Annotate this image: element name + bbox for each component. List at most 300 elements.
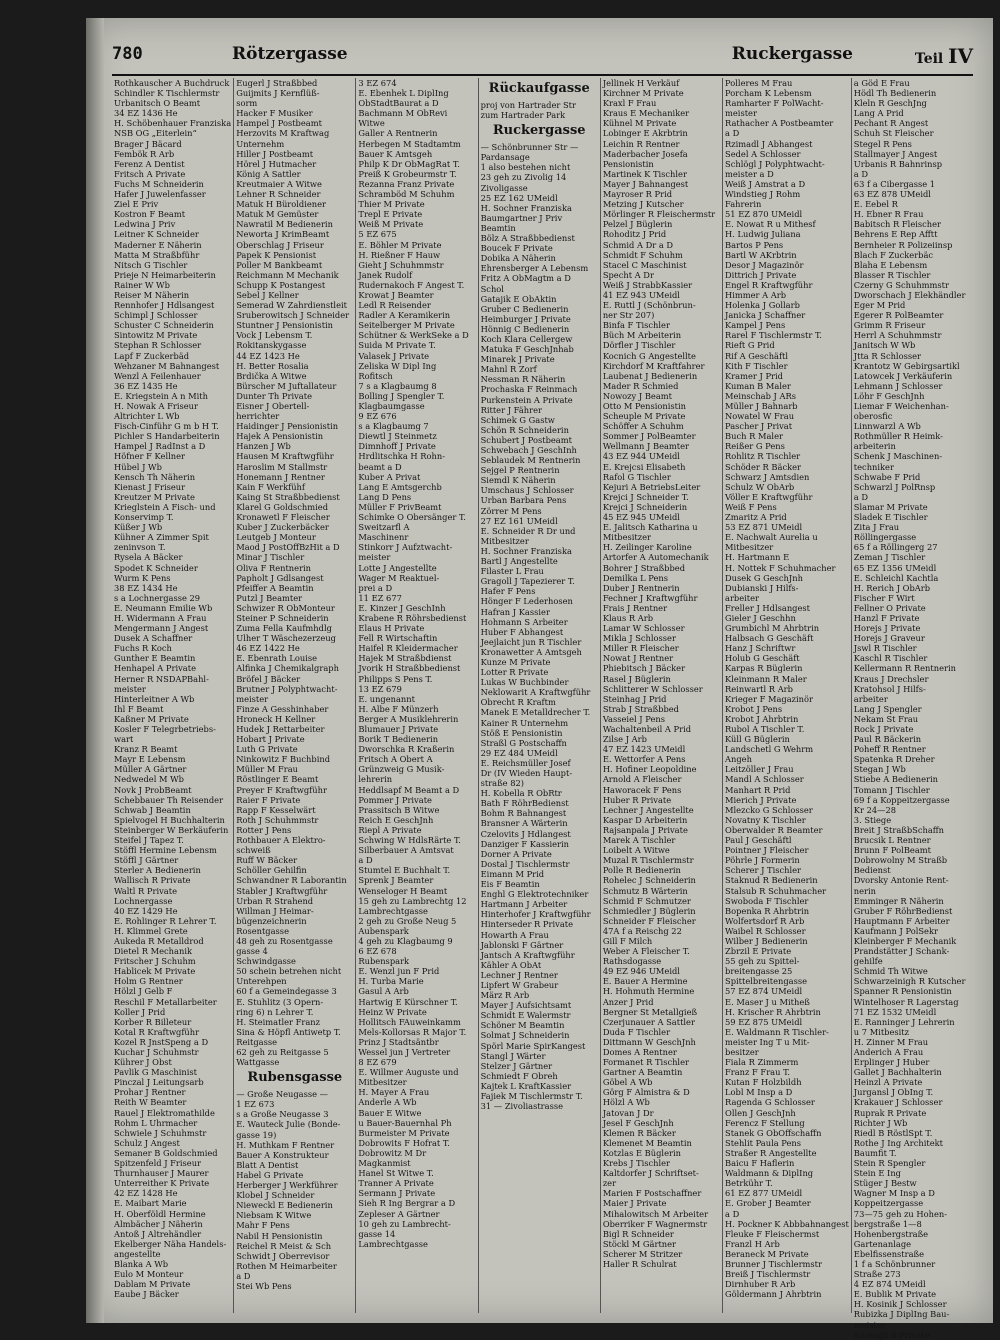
- directory-entry: Weiß F Pens: [725, 501, 777, 512]
- directory-entry: 45 EZ 945 UMeidl: [602, 512, 680, 523]
- directory-entry: 11 EZ 677: [358, 592, 402, 603]
- directory-entry: breitengasse 25: [725, 966, 793, 977]
- directory-entry: Krebs J Tischler: [602, 1158, 671, 1169]
- directory-entry: Lang E Amtsgerchb: [358, 481, 442, 492]
- directory-entry: Kutan F Holzbildh: [725, 1077, 802, 1088]
- directory-entry: Raier F Private: [236, 794, 301, 805]
- directory-entry: Kocnich G Angestellte: [602, 350, 696, 361]
- directory-entry: Behrens E Rep Afftt: [853, 229, 938, 240]
- directory-entry: Krakauer J Schlosser: [853, 1097, 943, 1108]
- directory-entry: Stöß E Pensionistin: [480, 727, 563, 738]
- directory-entry: Haworacek F Pens: [602, 784, 682, 795]
- directory-entry: Stephan R Schlosser: [114, 340, 202, 351]
- directory-entry: Dörfler J Tischler: [602, 340, 676, 351]
- directory-entry: E. Kinzer J GeschInh: [358, 602, 446, 613]
- directory-entry: E. Eebel R: [853, 199, 898, 210]
- directory-entry: Straße 273: [853, 1269, 901, 1280]
- directory-entry: Luth G Private: [236, 744, 298, 755]
- directory-entry: E. Grober J Beamter: [725, 1198, 811, 1209]
- directory-entry: Semaner B Goldschmied: [114, 1147, 218, 1158]
- directory-entry: Buch R Maler: [725, 431, 783, 442]
- directory-entry: Urbanitsch O Beamt: [114, 98, 201, 109]
- directory-entry: Kraus E Mechaniker: [602, 108, 690, 119]
- directory-entry: Loibelt A Witwe: [602, 845, 670, 856]
- directory-entry: 43 EZ 944 UMeidl: [602, 451, 680, 462]
- directory-entry: Kostron F Beamt: [114, 209, 186, 220]
- directory-entry: E. Maser J u Mitheß: [725, 996, 810, 1007]
- directory-entry: Zmaritz A Prid: [725, 512, 787, 523]
- directory-entry: 1 also bestehen nicht: [480, 162, 571, 173]
- directory-entry: Bartl W AKrbtrin: [725, 249, 797, 260]
- directory-entry: Silberbauer A Amtsvat: [358, 845, 454, 856]
- directory-entry: Jurgansl J ObIng T.: [853, 1087, 934, 1098]
- directory-entry: 59 EZ 875 UMeidl: [725, 1016, 803, 1027]
- directory-entry: Schwarz J Amtsdien: [725, 471, 810, 482]
- directory-entry: Paul R Bäckerin: [853, 734, 922, 745]
- directory-entry: Rohoditz J Prid: [602, 229, 667, 240]
- directory-entry: Leutgeb J Monteur: [236, 532, 316, 543]
- directory-entry: Grimm R Friseur: [853, 320, 926, 331]
- directory-entry: Schramböd M Schuhm: [358, 189, 455, 200]
- directory-entry: Rock J Private: [853, 724, 914, 734]
- directory-entry: Heinzl A Private: [853, 1077, 923, 1088]
- directory-entry: Klemenet M Beamtin: [602, 1137, 692, 1148]
- directory-entry: Kaspar D Arbeiterin: [602, 814, 688, 825]
- directory-page: [88, 18, 993, 1340]
- directory-entry: Ledwina J Priv: [114, 219, 176, 230]
- directory-entry: Klobel J Schneider: [236, 1190, 315, 1201]
- directory-entry: Kirchdorf M Kraftfahrer: [602, 360, 705, 371]
- directory-entry: Urban Barbara Pens: [480, 495, 567, 506]
- directory-entry: E. Schneider R Dr und: [480, 525, 576, 536]
- directory-entry: Hohmann S Arbeiter: [480, 616, 568, 627]
- directory-entry: Reichmann M Mechanik: [236, 269, 339, 280]
- directory-entry: Rohlitz R Tischler: [725, 451, 801, 462]
- directory-entry: König A Sattler: [236, 168, 301, 179]
- directory-entry: Altrichter L Wb: [114, 411, 180, 422]
- directory-entry: Kotzlas E Büglerin: [602, 1147, 681, 1158]
- directory-entry: Eaube J Bäcker: [114, 1289, 179, 1300]
- directory-entry: Jatovan J Dr: [602, 1107, 654, 1118]
- directory-entry: Matta M Straßbführ: [114, 249, 200, 260]
- directory-entry: Sina & Höpfl Antiwetp T.: [236, 1026, 341, 1037]
- directory-entry: Matuk H Büroldiener: [236, 199, 327, 210]
- directory-entry: Stöckl M Gärtner: [602, 1238, 677, 1249]
- directory-entry: Sejgel P Rentnerin: [480, 465, 560, 476]
- directory-entry: 61 EZ 877 UMeidl: [725, 1188, 803, 1199]
- directory-entry: Korber R Billeteur: [114, 1016, 192, 1027]
- directory-entry: Löhr F GeschJnh: [853, 390, 925, 401]
- directory-entry: Reith W Beamter: [114, 1097, 187, 1108]
- directory-entry: Fisch-Cinführ G m b H T.: [114, 421, 219, 432]
- directory-entry: Stallmayer J Angest: [853, 148, 938, 159]
- directory-entry: Windstieg J Rohm: [725, 189, 801, 200]
- directory-entry: 1 f a Schönbrunner: [853, 1258, 936, 1269]
- directory-entry: Antoß J Altrehändler: [114, 1228, 202, 1239]
- directory-entry: Nessman R Näherin: [480, 374, 566, 385]
- directory-entry: Stumtel E Buchhalt T.: [358, 865, 451, 876]
- directory-entry: Anderle A Wb: [358, 1097, 417, 1108]
- directory-entry: Enghl G Elektrotechniker: [480, 889, 589, 900]
- directory-entry: 47A f a Reischg 22: [602, 925, 682, 936]
- directory-entry: E. Maibart Marie: [114, 1198, 187, 1209]
- directory-entry: Schmid F Schmutzer: [602, 895, 691, 906]
- directory-entry: Arnold A Fleischer: [602, 774, 682, 785]
- directory-entry: zum Hartrader Park: [480, 110, 566, 121]
- directory-entry: Borik T Bedienerin: [358, 734, 439, 745]
- directory-entry: meister: [853, 1319, 886, 1330]
- directory-entry: H. Better Rosalia: [236, 360, 309, 371]
- directory-entry: Kranz R Beamt: [114, 744, 178, 755]
- directory-entry: Boucek F Private: [480, 243, 553, 254]
- directory-entry: Sladek E Tischler: [853, 512, 928, 523]
- directory-entry: Urban R Strahend: [236, 895, 314, 906]
- directory-entry: Breiß J Tischlermstr: [725, 1269, 811, 1280]
- directory-entry: Martinek K Tischler: [602, 168, 687, 179]
- directory-entry: Slamar M Private: [853, 501, 928, 512]
- directory-entry: Kotal R Kraftwgführ: [114, 1026, 200, 1037]
- directory-entry: Bohrer J Straßbbed: [602, 562, 686, 573]
- directory-entry: Schmiedt F Obreh: [480, 1070, 558, 1081]
- directory-entry: Muzal R Tischlermstr: [602, 855, 694, 866]
- directory-entry: arbeiter: [853, 693, 888, 704]
- directory-entry: Dobrowolny M Straßb: [853, 855, 948, 866]
- directory-entry: Habel G Private: [236, 1169, 304, 1180]
- directory-entry: Eimann M Prid: [480, 868, 545, 879]
- directory-entry: 41 EZ 943 UMeidl: [602, 289, 680, 300]
- directory-entry: Czelovits J Hdlangest: [480, 828, 571, 839]
- directory-entry: E. Wettorfer A Pens: [602, 754, 686, 765]
- directory-entry: 42 EZ 1428 He: [114, 1188, 178, 1199]
- directory-entry: Herrl A Schuhmmstr: [853, 330, 942, 341]
- directory-entry: Prieje N Heimarbeiterin: [114, 269, 216, 280]
- directory-entry: Danziger F Kassierin: [480, 838, 569, 849]
- directory-entry: Lehner R Schneider: [236, 189, 321, 200]
- directory-entry: H. Zeilinger Karoline: [602, 542, 692, 553]
- directory-entry: Hübel J Wb: [114, 461, 162, 472]
- directory-entry: Jtta R Schlosser: [853, 350, 921, 361]
- directory-entry: Rezanna Franz Private: [358, 178, 455, 189]
- directory-entry: Schlitterer W Schlosser: [602, 683, 703, 694]
- directory-entry: Lotte J Angestellte: [358, 562, 437, 573]
- directory-entry: Mengermann J Angest: [114, 623, 209, 634]
- directory-entry: Mayer J Bahnangest: [602, 178, 689, 189]
- directory-entry: Neworta J KrimBeamt: [236, 229, 330, 240]
- directory-entry: H. Hofiner Leopoldine: [602, 764, 697, 775]
- directory-entry: Ruprak R Private: [853, 1107, 927, 1118]
- directory-entry: Bölz A Straßbbedienst: [480, 233, 575, 244]
- directory-entry: Kramer J Prid: [725, 370, 783, 381]
- part-label: Teil IV: [914, 44, 973, 68]
- directory-entry: Czerny G Schuhmmstr: [853, 279, 949, 290]
- directory-entry: Küßer J Wb: [114, 522, 163, 533]
- directory-entry: Spittelbreitengasse: [725, 976, 808, 987]
- directory-entry: Dittmann W GeschJnh: [602, 1036, 696, 1047]
- directory-entry: Ehrensberger A Lebensm: [480, 263, 589, 274]
- directory-entry: Gruber C Bedienerin: [480, 303, 569, 314]
- directory-entry: Krejci J Schneiderin: [602, 501, 688, 512]
- directory-entry: Herberger J Werkführer: [236, 1180, 338, 1191]
- directory-entry: Bauer K Amtsgeh: [358, 148, 433, 159]
- directory-entry: bügenzeichnerin: [236, 915, 307, 926]
- directory-entry: Mitbesitzer: [725, 542, 774, 553]
- directory-entry: s a Lochnergasse 29: [114, 592, 201, 603]
- directory-entry: Oberwalder R Beamter: [725, 824, 823, 835]
- directory-entry: Gartner A Beamtin: [602, 1067, 683, 1078]
- directory-entry: Phiebitsch J Bäcker: [602, 663, 686, 674]
- directory-entry: Gieht J Schuhmmstr: [358, 259, 444, 270]
- directory-entry: Hafran J Kassier: [480, 606, 550, 617]
- directory-entry: Diewtl J Steinmetz: [358, 431, 437, 442]
- directory-entry: Rajsanpala J Private: [602, 824, 688, 835]
- directory-entry: Linnwarzl A Wb: [853, 421, 921, 432]
- directory-entry: Huber F Abhangest: [480, 626, 564, 637]
- directory-entry: Maschinenr: [358, 532, 409, 543]
- directory-entry: Schmidt E Walermstr: [480, 1010, 571, 1021]
- directory-entry: Fritscher J Schuhm: [114, 956, 196, 967]
- directory-entry: H. Rießner F Hauw: [358, 249, 441, 260]
- directory-entry: Jantsch A Kraftwgführ: [480, 949, 575, 960]
- directory-entry: Waldmann & DiplIng: [725, 1168, 814, 1179]
- directory-entry: schweiß: [236, 845, 271, 856]
- directory-entry: Lambrechtgasse: [358, 1238, 428, 1249]
- directory-entry: Duda F Tischler: [602, 1026, 671, 1037]
- directory-entry: E. Stuhlitz (3 Opern-: [236, 996, 324, 1007]
- directory-entry: H. Albe F Münzerh: [358, 703, 439, 714]
- directory-entry: Kunze M Private: [480, 656, 551, 667]
- directory-entry: Aubenspark: [358, 925, 409, 936]
- directory-entry: Dostal J Tischlermstr: [480, 858, 570, 869]
- directory-entry: Lobl M Insp a D: [725, 1087, 793, 1098]
- directory-entry: Scheuple M Private: [602, 411, 686, 422]
- directory-entry: meister: [236, 693, 269, 704]
- directory-entry: Hartwig E Kürschner T.: [358, 996, 458, 1007]
- directory-entry: Spodet K Schneider: [114, 562, 198, 573]
- directory-entry: Büch M Arbeiterin: [602, 330, 682, 341]
- directory-entry: Philipps S Pens T.: [358, 673, 433, 684]
- directory-entry: ring 6) n Lehrer T.: [236, 1006, 314, 1017]
- directory-entry: Reichel R Meist & Sch: [236, 1240, 332, 1251]
- directory-entry: Leitner K Schneider: [114, 229, 199, 240]
- directory-entry: Fembök R Arb: [114, 148, 175, 159]
- directory-entry: Sintowitz M Private: [114, 330, 198, 341]
- directory-entry: Anzer J Prid: [602, 996, 654, 1007]
- directory-entry: Pensionistin: [602, 158, 654, 169]
- directory-entry: Sermann J Private: [358, 1188, 436, 1199]
- directory-entry: Nowozy J Beamt: [602, 390, 672, 401]
- directory-entry: Stehlit Paula Pens: [725, 1137, 802, 1148]
- directory-entry: Hanel St Witwe T.: [358, 1168, 434, 1179]
- directory-entry: Steinberger W Berkäuferin: [114, 824, 229, 835]
- directory-entry: Radler A Keramikerin: [358, 310, 451, 321]
- directory-entry: Hacker F Musiker: [236, 108, 313, 119]
- directory-entry: Schöller Gehilfin: [236, 865, 307, 876]
- directory-entry: H. Schöbenhauer Franziska: [114, 118, 232, 129]
- directory-entry: Schmiedler J Büglerin: [602, 905, 696, 916]
- directory-entry: 63 EZ 878 UMeidl: [853, 189, 931, 200]
- directory-entry: lehrerin: [358, 774, 393, 785]
- directory-entry: Polle R Bedienerin: [602, 865, 681, 876]
- directory-entry: Rubol A Tischler T.: [725, 724, 805, 734]
- directory-entry: Krowat J Beamter: [358, 289, 434, 300]
- directory-entry: H. Mayer A Frau: [358, 1087, 430, 1098]
- directory-entry: Papek K Pensionist: [236, 249, 317, 260]
- directory-entry: Lang A Prid: [853, 108, 904, 119]
- directory-entry: Reinwartl R Arb: [725, 683, 793, 694]
- directory-entry: Maod J PostOffBzHit a D: [236, 542, 340, 553]
- directory-entry: Leichin R Rentner: [602, 138, 680, 149]
- directory-entry: H. Oberföldl Hermine: [114, 1208, 206, 1219]
- directory-entry: Weiß M Private: [358, 219, 424, 230]
- directory-entry: Rzimadl J Abhangest: [725, 138, 813, 149]
- directory-entry: Schöner M Beamtin: [480, 1020, 565, 1031]
- directory-entry: Schneider F Fleischer: [602, 915, 696, 926]
- directory-entry: u Bauer-Bauernhal Ph: [358, 1117, 452, 1128]
- directory-entry: 47 EZ 1423 UMeidl: [602, 744, 686, 755]
- directory-entry: Swoboda F Tischler: [725, 895, 809, 906]
- directory-entry: Scherer J Tischler: [725, 865, 802, 876]
- directory-entry: Kähler A ObAt: [480, 959, 542, 970]
- directory-entry: Rif A Geschäftl: [725, 350, 789, 361]
- page-number: 780: [112, 44, 143, 64]
- directory-entry: Lipfert W Grabeur: [480, 979, 559, 990]
- directory-entry: Klaus R Arb: [602, 612, 654, 623]
- directory-entry: Ziel E Priv: [114, 199, 159, 210]
- directory-entry: 13 EZ 679: [358, 683, 402, 694]
- directory-entry: Hanzen J Wb: [236, 441, 291, 452]
- directory-entry: Domes A Rentner: [602, 1047, 677, 1057]
- directory-entry: Göbel A Wb: [602, 1077, 653, 1088]
- directory-entry: Schöffer A Schuhm: [602, 421, 684, 432]
- directory-entry: Haroslim M Stallmstr: [236, 461, 328, 472]
- directory-entry: Schwab J Beamtin: [114, 804, 191, 815]
- directory-entry: Holub G Geschäft: [725, 653, 800, 664]
- directory-entry: Anderich A Frau: [853, 1047, 924, 1057]
- directory-entry: Prohar J Rentner: [114, 1087, 186, 1098]
- directory-entry: Bohm R Bahnangest: [480, 808, 567, 819]
- directory-entry: Schindler K Tischlermstr: [114, 88, 220, 99]
- directory-entry: Hrdlitschka H Rohn-: [358, 451, 446, 462]
- directory-entry: 50 schein betrehen nicht: [236, 966, 342, 977]
- directory-entry: Manek E Metalldrecher T.: [480, 707, 591, 718]
- directory-entry: E. ungenannt: [358, 693, 415, 704]
- directory-entry: arbeiter: [725, 592, 760, 603]
- directory-entry: Wattgasse: [236, 1057, 280, 1068]
- directory-entry: Schwizer R ObMonteur: [236, 602, 335, 613]
- directory-entry: Hinterhofer J Kraftwgführ: [480, 909, 591, 920]
- directory-entry: Röllingergasse: [853, 532, 917, 543]
- directory-entry: E. Ranninger J Lehrerin: [853, 1016, 955, 1027]
- directory-entry: Schmutz B Wärterin: [602, 885, 688, 896]
- directory-entry: Schmid Th Witwe: [853, 966, 928, 977]
- directory-entry: meister a D: [725, 168, 774, 179]
- directory-entry: H. Nottek F Schuhmacher: [725, 562, 836, 573]
- directory-entry: Wagner M Insp a D: [853, 1188, 935, 1199]
- directory-entry: Polleres M Frau: [725, 78, 793, 88]
- street-heading: Rubensgasse: [247, 1070, 343, 1086]
- directory-entry: Meinschab J ARs: [725, 390, 797, 401]
- directory-entry: Betrkühr T.: [725, 1178, 773, 1189]
- directory-entry: Nabil H Pensionistin: [236, 1230, 323, 1241]
- directory-entry: Stalsub R Schuhmacher: [725, 885, 827, 896]
- directory-entry: Pöhrle J Formerin: [725, 855, 800, 866]
- directory-entry: Dusek A Schaffner: [114, 633, 193, 644]
- directory-entry: Niebsam K Witwe: [236, 1210, 312, 1221]
- directory-entry: Stegel R Pens: [853, 138, 912, 149]
- directory-entry: Holm G Rentner: [114, 976, 183, 987]
- directory-entry: Bartl J Angestellte: [480, 556, 558, 567]
- directory-entry: Bopenka R Ahrbtrin: [725, 905, 810, 916]
- directory-entry: 15 geh zu Lambrechtg 12: [358, 895, 467, 906]
- directory-entry: Rubenspark: [358, 956, 410, 967]
- directory-entry: Rosentgasse: [236, 925, 289, 936]
- directory-entry: Röstlinger E Beamt: [236, 774, 319, 785]
- directory-entry: Mayroser R Prid: [602, 189, 673, 200]
- directory-entry: Stein E Ing: [853, 1168, 901, 1179]
- directory-entry: Reich E GeschJnh: [358, 814, 434, 825]
- directory-entry: Hampel J Postbeamt: [236, 118, 322, 129]
- directory-entry: Hobart J Private: [236, 734, 305, 745]
- directory-entry: Laubenat J Bedienerin: [602, 370, 698, 381]
- directory-entry: Maier J Private: [602, 1198, 667, 1209]
- directory-entry: Miller R Fleischer: [602, 643, 679, 654]
- directory-entry: Ekelberger Näha Handels-: [114, 1238, 227, 1249]
- directory-entry: Formanet R Tischler: [602, 1057, 689, 1068]
- directory-entry: Kuber A Privat: [358, 471, 421, 482]
- directory-entry: Almbächer J Näherin: [114, 1218, 203, 1229]
- directory-entry: Kraus J Drechsler: [853, 673, 929, 684]
- directory-entry: Franz F Frau T.: [725, 1067, 791, 1078]
- directory-column-1: [112, 78, 233, 1313]
- directory-entry: Lochnergasse: [114, 895, 173, 906]
- directory-entry: Straßl G Postschaffn: [480, 737, 567, 748]
- directory-entry: Rapp F Kesselwärt: [236, 804, 316, 815]
- directory-entry: Burmeister M Private: [358, 1127, 450, 1138]
- directory-entry: Schimek G Gastw: [480, 414, 555, 425]
- directory-entry: Zörrer M Pens: [480, 505, 542, 516]
- directory-entry: Bedienst: [853, 865, 891, 876]
- directory-entry: Jeejlaicht jun R Tischler: [480, 636, 582, 647]
- directory-entry: Haidinger J Pensionistin: [236, 421, 339, 432]
- directory-entry: Ebelfissenstraße: [853, 1248, 924, 1259]
- directory-entry: Gieler J Geschhn: [725, 612, 796, 623]
- directory-entry: Völler E Kraftwgführ: [725, 491, 813, 502]
- directory-entry: Novk J ProbBeamt: [114, 784, 192, 795]
- directory-entry: Mels-Kollorsas R Major T.: [358, 1026, 467, 1037]
- directory-entry: Obrecht R Kraftm: [480, 697, 556, 708]
- directory-entry: sorm: [236, 98, 258, 109]
- directory-entry: Ragenda G Schlosser: [725, 1097, 815, 1108]
- directory-entry: E. Nowat R u Mithesf: [725, 219, 816, 230]
- directory-entry: 46 EZ 1422 He: [236, 643, 300, 654]
- directory-entry: Lehmann J Schlosser: [853, 380, 943, 391]
- directory-entry: Kaßner M Private: [114, 713, 189, 724]
- directory-entry: Duber J Rentnerin: [602, 582, 680, 593]
- directory-entry: Stangl J Wärter: [480, 1050, 546, 1061]
- directory-entry: Kreutmaier A Witwe: [236, 178, 322, 189]
- directory-entry: herrichter: [236, 411, 280, 422]
- directory-entry: H. Zinner M Frau: [853, 1036, 929, 1047]
- directory-entry: E. Nachwalt Aurelia u: [725, 532, 818, 543]
- directory-entry: Hausen M Kraftwgführ: [236, 451, 334, 462]
- directory-entry: Hampel J RadInst a D: [114, 441, 206, 452]
- directory-column-3: [355, 78, 477, 1313]
- directory-entry: 51 EZ 870 UMeidl: [725, 209, 803, 220]
- directory-entry: a D: [725, 1208, 740, 1219]
- directory-entry: Konservimp T.: [114, 512, 174, 523]
- directory-entry: E. Neumann Emilie Wb: [114, 602, 213, 613]
- directory-column-4: [478, 78, 600, 1313]
